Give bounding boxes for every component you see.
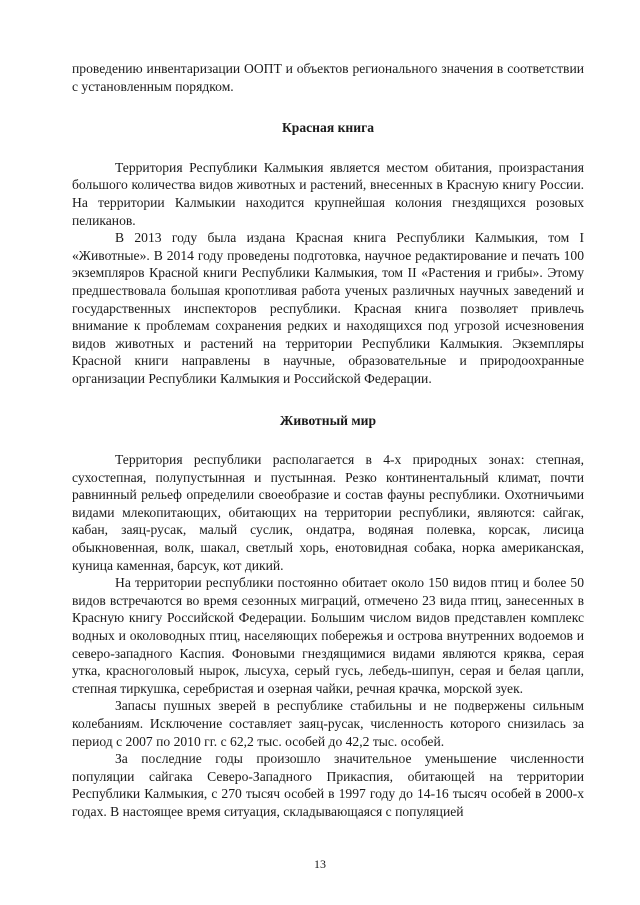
paragraph: Территория Республики Калмыкия является местом обитания, произрастания большого количества видов животных и растений, внесенных в Красную книгу России. На территории Калмыкии находится крупнейшая колония гнездящихся розовых пеликанов. bbox=[72, 159, 584, 228]
paragraph: На территории республики постоянно обитает около 150 видов птиц и более 50 видов встречаются во время сезонных миграций, отмечено 23 вида птиц, занесенных в Красную книгу Российской Федерации. Большим числом видов представлен комплекс водных и околоводных птиц, населяющих побережья и острова внутренних водоемов и северо-западного Каспия. Фоновыми гнездящимися видами являются кряква, серая утка, красноголовый нырок, лысуха, серый гусь, лебедь-шипун, серая и белая цапли, степная тиркушка, серебристая и озерная чайки, речная крачка, морской зуек. bbox=[72, 575, 584, 696]
paragraph: В 2013 году была издана Красная книга Республики Калмыкия, том I «Животные». В 2014 году проведены подготовка, научное редактирование и печать 100 экземпляров Красной книги Республики Калмыкия, том II «Растения и грибы». Этому предшествовала большая кропотливая работа ученых различных научных заведений и государственных инспекторов республики. Красная книга позволяет привлечь внимание к проблемам сохранения редких и находящихся под угрозой исчезновения видов животных и растений на территории Республики Калмыкия. Экземпляры Красной книги направлены в научные, образовательные и природоохранные организации Республики Калмыкия и Российской Федерации. bbox=[72, 230, 584, 386]
page-content bbox=[72, 60, 584, 821]
section-heading-fauna: Животный мир bbox=[279, 412, 377, 428]
intro-paragraph: проведению инвентаризации ООПТ и объектов регионального значения в соответствии с установленным порядком. bbox=[72, 61, 584, 94]
page-number: 13 bbox=[314, 857, 326, 871]
paragraph: За последние годы произошло значительное уменьшение численности популяции сайгака Северо-Западного Прикаспия, обитающей на территории Республики Калмыкия, с 270 тысяч особей в 1997 году до 14-16 тысяч особей в 2000-х годах. В настоящее время ситуация, складывающаяся с популяцией bbox=[72, 751, 584, 819]
section-heading-red-book: Красная книга bbox=[281, 120, 375, 136]
paragraph: Запасы пушных зверей в республике стабильны и не подвержены сильным колебаниям. Исключение составляет заяц-русак, численность которого снизилась за период с 2007 по 2010 гг. с 62,2 тыс. особей до 42,2 тыс. особей. bbox=[72, 698, 584, 749]
paragraph: Территория республики располагается в 4-х природных зонах: степная, сухостепная, полупустынная и пустынная. Резко континентальный климат, почти равнинный рельеф определили своеобразие и состав фауны республики. Охотничьими видами млекопитающих, обитающих на территории республики, являются: сайгак, кабан, заяц-русак, малый суслик, ондатра, водяная полевка, корсак, лисица обыкновенная, волк, шакал, светлый хорь, енотовидная собака, норка американская, куница каменная, барсук, кот дикий. bbox=[72, 452, 584, 573]
